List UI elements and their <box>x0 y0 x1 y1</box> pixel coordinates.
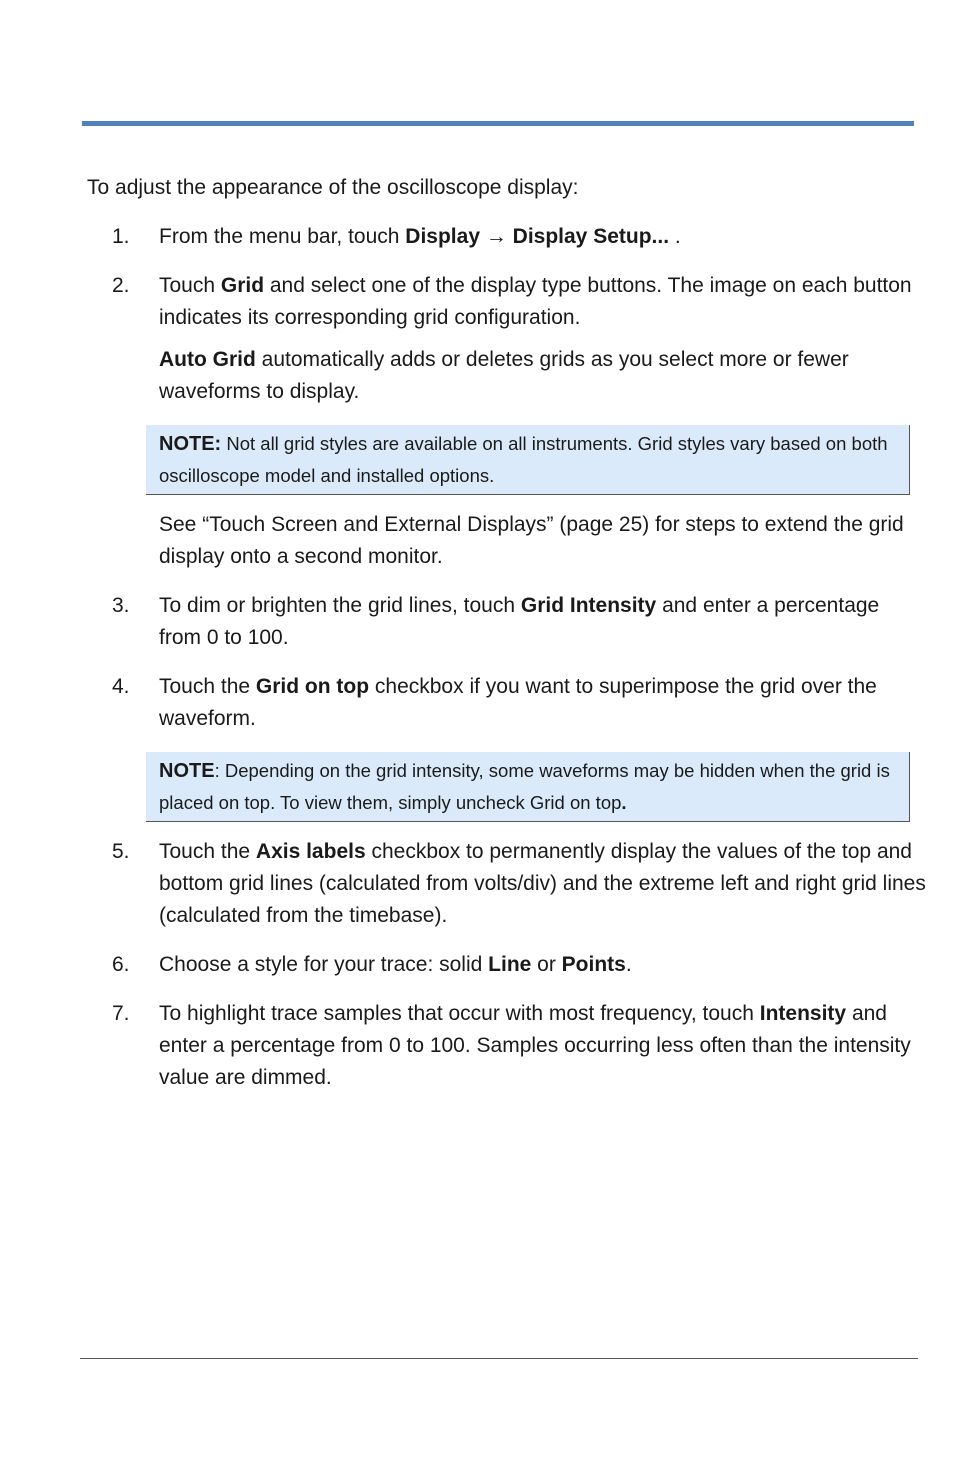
footer-rule <box>80 1358 918 1359</box>
step-6 <box>87 949 927 981</box>
note-label: NOTE: <box>159 433 222 455</box>
note-text: Not all grid styles are available on all instruments. Grid styles vary based on both oscilloscope model and installed options. <box>159 433 888 486</box>
step-text: Touch Grid and select one of the display type buttons. The image on each button indicates its corresponding grid configuration. <box>159 274 912 329</box>
step-2 <box>87 270 927 334</box>
step-number: 1. <box>112 225 130 248</box>
step-number: 6. <box>112 953 130 976</box>
step-text: Choose a style for your trace: solid Line or Points. <box>159 953 632 976</box>
note-label: NOTE <box>159 760 215 782</box>
note-text: : Depending on the grid intensity, some waveforms may be hidden when the grid is placed on top. To view them, simply uncheck Grid on top <box>159 760 890 813</box>
intro-text: To adjust the appearance of the oscilloscope display: <box>87 176 579 199</box>
step-text: Touch the Grid on top checkbox if you want to superimpose the grid over the waveform. <box>159 675 877 730</box>
note-box-grid-on-top: NOTE: Depending on the grid intensity, some waveforms may be hidden when the grid is placed on top. To view them, simply uncheck Grid on top. <box>146 752 910 822</box>
step-4 <box>87 671 927 735</box>
see-also-text: See “Touch Screen and External Displays” (page 25) for steps to extend the grid display onto a second monitor. <box>159 513 904 568</box>
step-text: To dim or brighten the grid lines, touch Grid Intensity and enter a percentage from 0 to 100. <box>159 594 880 649</box>
step-text: To highlight trace samples that occur with most frequency, touch Intensity and enter a percentage from 0 to 100. Samples occurring less often than the intensity value are dimmed. <box>159 1002 911 1089</box>
step-number: 3. <box>112 594 130 617</box>
step-number: 5. <box>112 840 130 863</box>
step-3 <box>87 590 927 654</box>
step-text: Touch the Axis labels checkbox to permanently display the values of the top and bottom grid lines (calculated from volts/div) and the extreme left and right grid lines (calculated from the timebase). <box>159 840 926 927</box>
note-box-grid-styles <box>146 425 910 495</box>
document-body <box>87 172 927 1111</box>
step-text: From the menu bar, touch Display → Display Setup... . <box>159 225 681 248</box>
step-number: 4. <box>112 675 130 698</box>
step-1 <box>87 221 927 253</box>
step-5 <box>87 836 927 932</box>
header-rule <box>82 121 914 126</box>
auto-grid-text: Auto Grid automatically adds or deletes grids as you select more or fewer waveforms to display. <box>159 348 849 403</box>
step-number: 2. <box>112 274 130 297</box>
step-7 <box>87 998 927 1094</box>
step-number: 7. <box>112 1002 130 1025</box>
